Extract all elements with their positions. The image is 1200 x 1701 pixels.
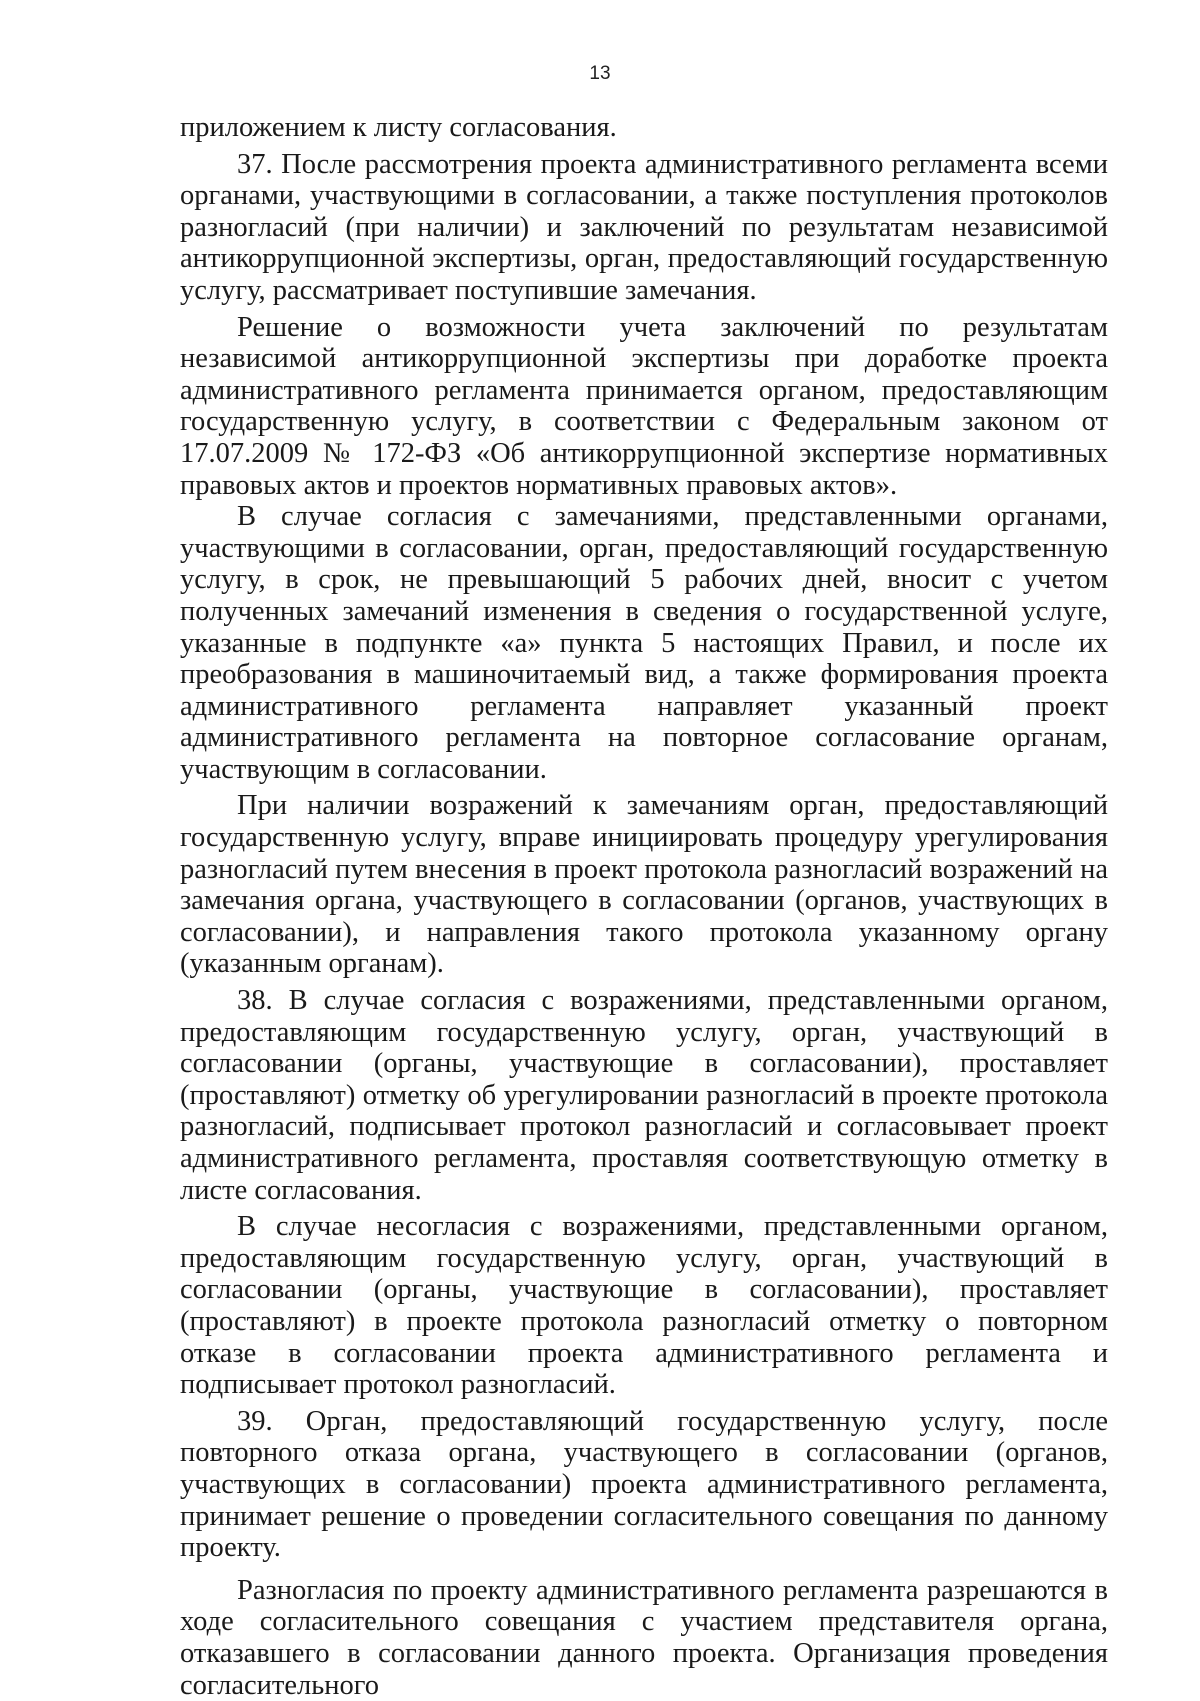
paragraph-39: 39. Орган, предоставляющий государственную услугу, после повторного отказа органа, участвующего в согласовании (органов, участвующих в согласовании) проекта административного регламента, принимает решение о проведении согласительного совещания по данному проекту. [180, 1405, 1108, 1564]
paragraph-continuation: приложением к листу согласования. [180, 112, 617, 143]
paragraph-objections: При наличии возражений к замечаниям орган, предоставляющий государственную услугу, вправе инициировать процедуру урегулирования разногласий путем внесения в проект протокола разногласий возражений на замечания органа, участвующего в согласовании (органов, участвующих в согласовании), и направления такого протокола указанному органу (указанным органам). [180, 790, 1108, 980]
paragraph-disagreement: В случае несогласия с возражениями, представленными органом, предоставляющим государственную услугу, орган, участвующий в согласовании (органы, участвующие в согласовании), проставляет (проставляют) в проекте протокола разногласий отметку о повторном отказе в согласовании проекта административного регламента и подписывает протокол разногласий. [180, 1211, 1108, 1401]
page-number: 13 [589, 63, 611, 84]
paragraph-agreement-with-remarks: В случае согласия с замечаниями, представленными органами, участвующими в согласовании, орган, предоставляющий государственную услугу, в срок, не превышающий 5 рабочих дней, вносит с учетом полученных замечаний изменения в сведения о государственной услуге, указанные в подпункте «а» пункта 5 настоящих Правил, и после их преобразования в машиночитаемый вид, а также формирования проекта административного регламента направляет указанный проект административного регламента на повторное согласование органам, участвующим в согласовании. [180, 501, 1108, 785]
paragraph-anticorruption-decision: Решение о возможности учета заключений по результатам независимой антикоррупционной экспертизы при доработке проекта административного регламента принимается органом, предоставляющим государственную услугу, в соответствии с Федеральным законом от 17.07.2009 № 172-ФЗ «Об антикоррупционной экспертизе нормативных правовых актов и проектов нормативных правовых актов». [180, 311, 1108, 501]
paragraph-38: 38. В случае согласия с возражениями, представленными органом, предоставляющим государственную услугу, орган, участвующий в согласовании (органы, участвующие в согласовании), проставляет (проставляют) отметку об урегулировании разногласий в проекте протокола разногласий, подписывает протокол разногласий и согласовывает проект административного регламента, проставляя соответствующую отметку в листе согласования. [180, 985, 1108, 1206]
paragraph-conciliation-meeting: Разногласия по проекту административного регламента разрешаются в ходе согласительного совещания с участием представителя органа, отказавшего в согласовании данного проекта. Организация проведения согласительного [180, 1574, 1108, 1701]
document-body [180, 112, 1108, 1701]
paragraph-37: 37. После рассмотрения проекта административного регламента всеми органами, участвующими в согласовании, а также поступления протоколов разногласий (при наличии) и заключений по результатам независимой антикоррупционной экспертизы, орган, предоставляющий государственную услугу, рассматривает поступившие замечания. [180, 148, 1108, 306]
